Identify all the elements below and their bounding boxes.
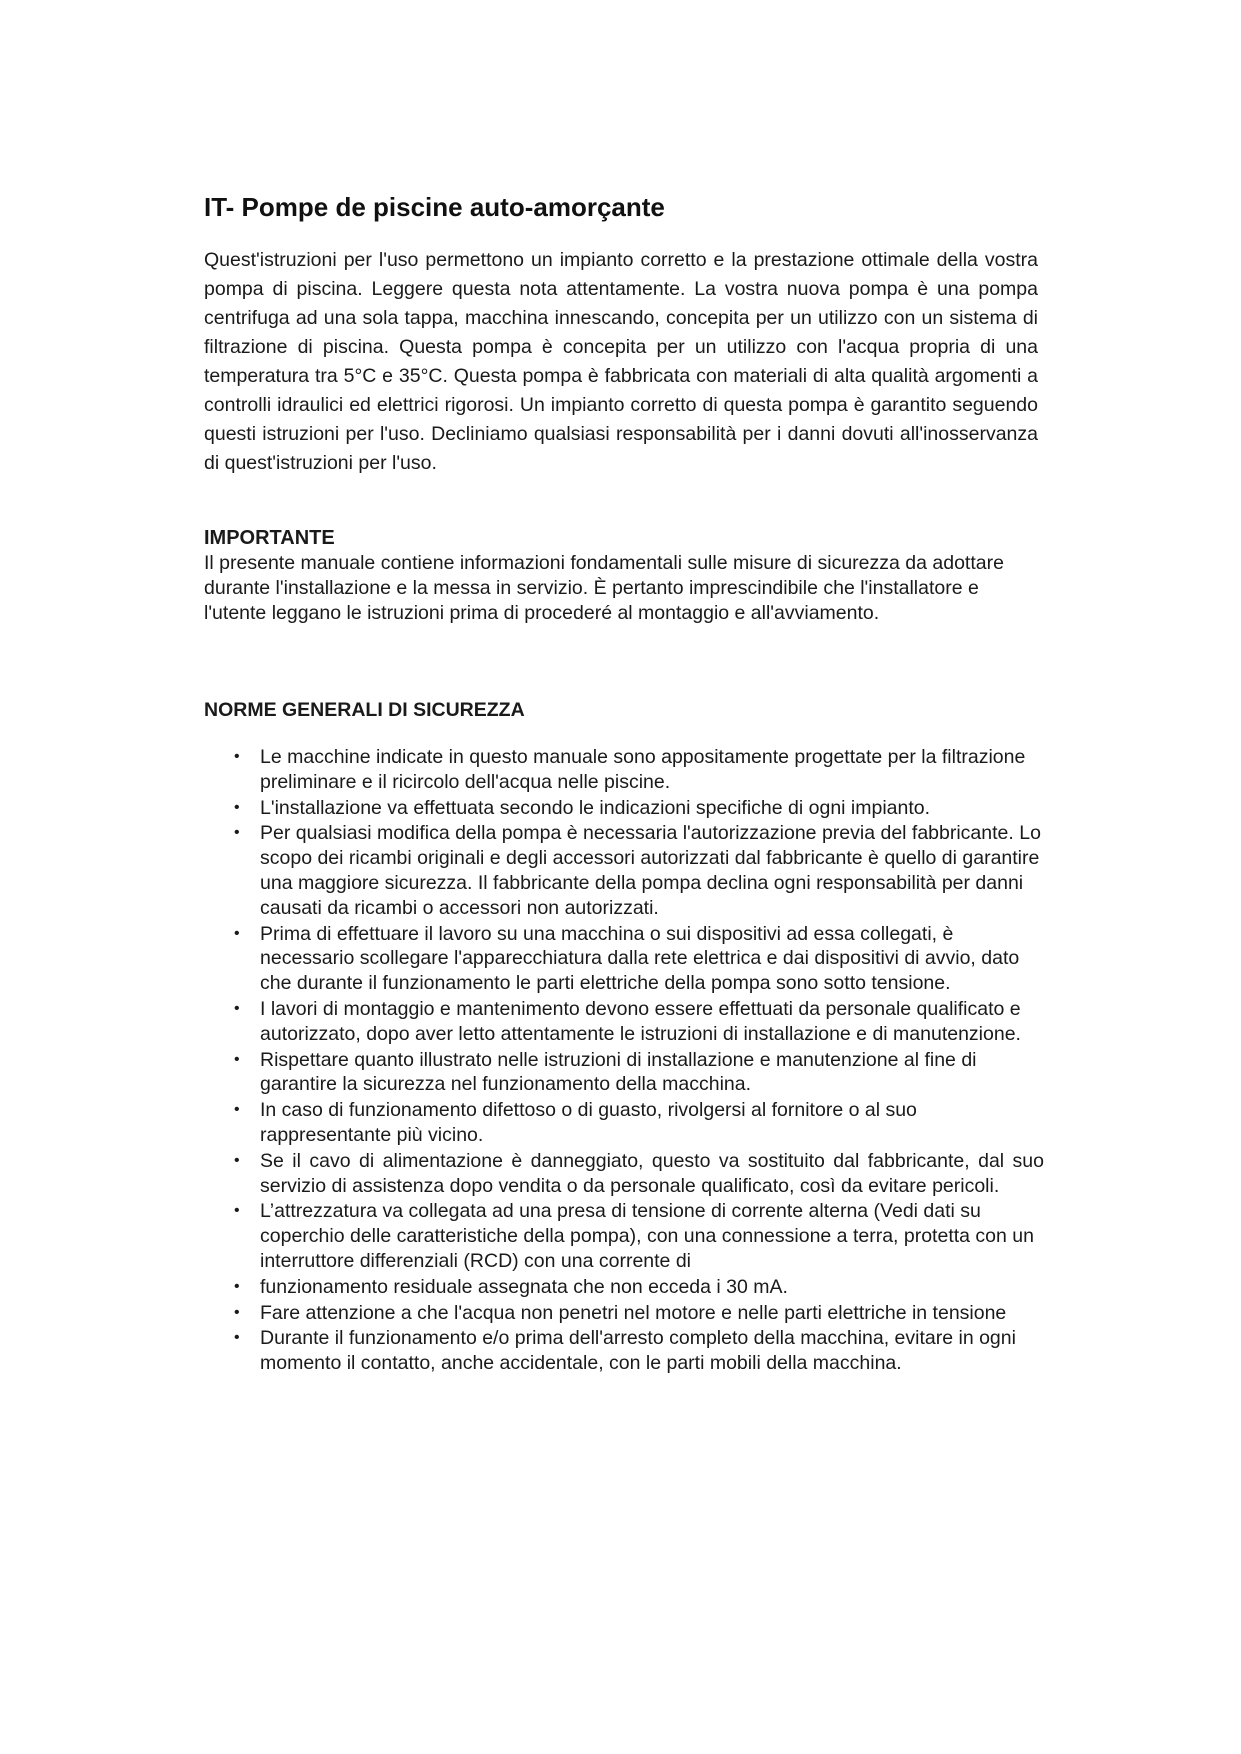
bullet-icon: • [234,924,240,942]
safety-rule [204,1301,1044,1326]
bullet-icon: • [234,1303,240,1321]
safety-rule [204,1326,1044,1376]
intro-paragraph: Quest'istruzioni per l'uso permettono un impianto corretto e la prestazione ottimale della vostra pompa di piscina. Leggere questa nota attentamente. La vostra nuova pompa è una pompa centrifuga ad una sola tappa, macchina innescando, concepita per un utilizzo con un sistema di filtrazione di piscina. Questa pompa è concepita per un utilizzo con l'acqua propria di una temperatura tra 5°C e 35°C. Questa pompa è fabbricata con materiali di alta qualità argomenti a controlli idraulici ed elettrici rigorosi. Un impianto corretto di questa pompa è garantito seguendo questi istruzioni per l'uso. Decliniamo qualsiasi responsabilità per i danni dovuti all'inosservanza di quest'istruzioni per l'uso. [204,249,1038,474]
bullet-icon: • [234,748,240,765]
safety-rule [204,1098,1044,1148]
safety-rule [204,821,1044,920]
safety-rule [204,1149,1044,1199]
safety-rule [204,1275,1044,1300]
safety-rule-text: Per qualsiasi modifica della pompa è necessaria l'autorizzazione previa del fabbricante. Lo scopo dei ricambi originali e degli accessori autorizzati dal fabbricante è quello di garantire una maggiore sicurezza. Il fabbricante della pompa declina ogni responsabilità per danni causati da ricambi o accessori non autorizzati. [260,822,1041,919]
safety-rule [204,997,1044,1047]
safety-rule-text: L’attrezzatura va collegata ad una presa di tensione di corrente alterna (Vedi dati su coperchio delle caratteristiche della pompa), con una connessione a terra, protetta con un interruttore differenziali (RCD) con una corrente di [260,1200,1034,1272]
safety-rule-text: Fare attenzione a che l'acqua non penetri nel motore e nelle parti elettriche in tensione [260,1301,1007,1324]
bullet-icon: • [234,1050,240,1068]
safety-rule-text: I lavori di montaggio e mantenimento devono essere effettuati da personale qualificato e autorizzato, dopo aver letto attentamente le istruzioni di installazione e di manutenzione. [260,997,1021,1045]
safety-rule-text: Se il cavo di alimentazione è danneggiato, questo va sostituito dal fabbricante, dal suo servizio di assistenza dopo vendita o da personale qualificato, così da evitare pericoli. [260,1149,1044,1197]
safety-rule [204,745,1044,795]
safety-rule [204,922,1044,996]
bullet-icon: • [234,999,240,1017]
bullet-icon: • [234,1329,240,1347]
safety-rule-text: funzionamento residuale assegnata che non ecceda i 30 mA. [260,1275,788,1298]
safety-rule-text: Prima di effettuare il lavoro su una macchina o sui dispositivi ad essa collegati, è necessario scollegare l'apparecchiatura dalla rete elettrica e dai dispositivi di avvio, dato che durante il funzionamento le parti elettriche della pompa sono sotto tensione. [260,922,1020,995]
safety-rule-text: Rispettare quanto illustrato nelle istruzioni di installazione e manutenzione al fine di garantire la sicurezza nel funzionamento della macchina. [260,1048,977,1096]
important-section [204,525,1038,626]
safety-rule [204,796,1044,821]
bullet-icon: • [234,798,240,816]
safety-rule-text: L'installazione va effettuata secondo le indicazioni specifiche di ogni impianto. [260,796,931,819]
safety-rule-text: Durante il funzionamento e/o prima dell'arresto completo della macchina, evitare in ogni momento il contatto, anche accidentale, con le parti mobili della macchina. [260,1327,1016,1375]
bullet-icon: • [234,1202,240,1220]
safety-rule-text: In caso di funzionamento difettoso o di guasto, rivolgersi al fornitore o al suo rappresentante più vicino. [260,1099,917,1146]
bullet-icon: • [234,1277,240,1295]
safety-rule [204,1199,1044,1273]
safety-rule [204,1048,1044,1098]
safety-rules-list [204,745,1044,1377]
important-heading: IMPORTANTE [204,527,335,549]
important-text: Il presente manuale contiene informazioni fondamentali sulle misure di sicurezza da adottare durante l'installazione e la messa in servizio. È pertanto imprescindibile che l'installatore e l'utente leggano le istruzioni prima di procederé al montaggio e all'avviamento. [204,552,1004,624]
bullet-icon: • [234,1101,240,1119]
safety-rule-text: Le macchine indicate in questo manuale sono appositamente progettate per la filtrazione preliminare e il ricircolo dell'acqua nelle piscine. [260,746,1026,793]
bullet-icon: • [234,824,240,842]
bullet-icon: • [234,1151,240,1169]
document-title: IT- Pompe de piscine auto-amorçante [204,192,665,222]
safety-heading: NORME GENERALI DI SICUREZZA [204,699,525,721]
